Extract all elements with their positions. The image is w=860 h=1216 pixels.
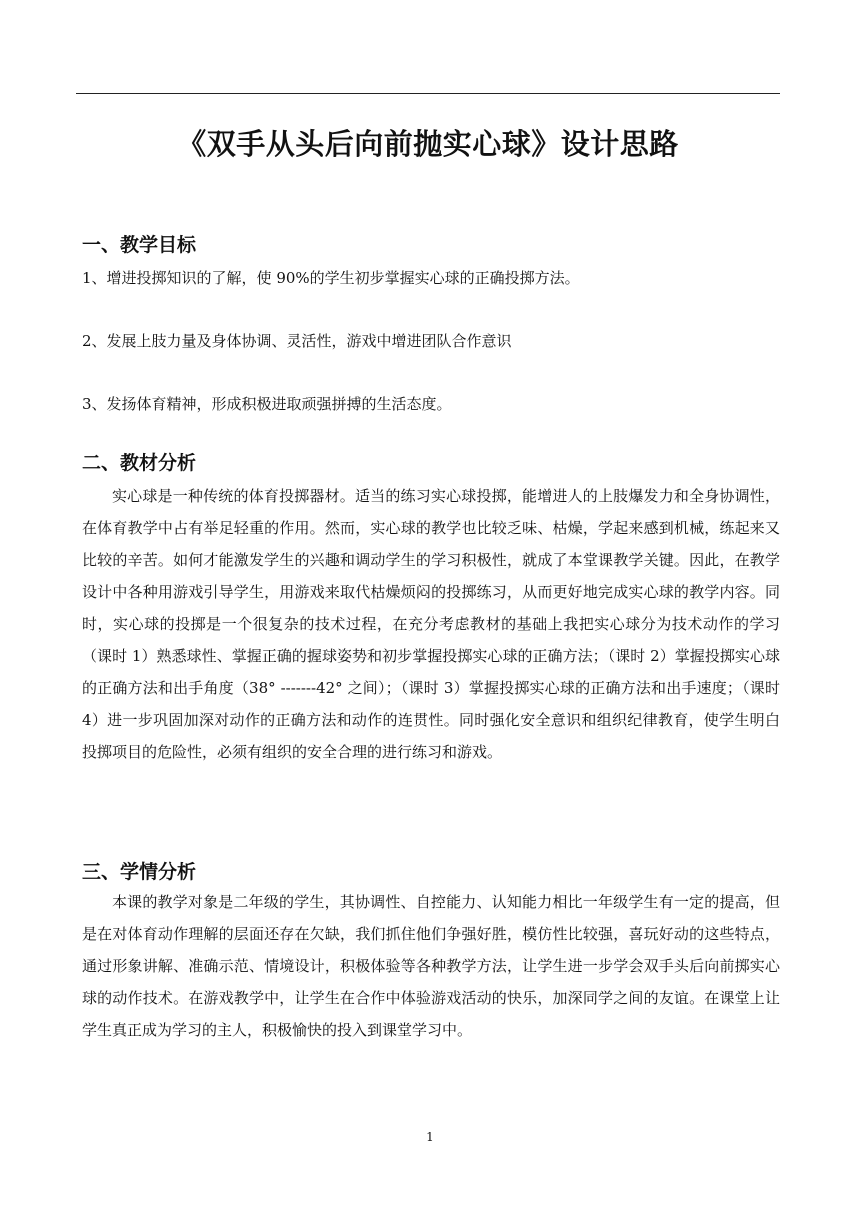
learner-analysis-paragraph: 本课的教学对象是二年级的学生，其协调性、自控能力、认知能力相比一年级学生有一定的提高，但是在对体育动作理解的层面还存在欠缺，我们抓住他们争强好胜，模仿性比较强，喜玩好动的这些特点，通过形象讲解、准确示范、情境设计，积极体验等各种教学方法，让学生进一步学会双手头后向前掷实心球的动作技术。在游戏教学中，让学生在合作中体验游戏活动的快乐，加深同学之间的友谊。在课堂上让学生真正成为学习的主人，积极愉快的投入到课堂学习中。 (82, 893, 780, 1039)
section-heading-teaching-goals: 一、教学目标 (82, 234, 197, 256)
page-number: 1 (426, 1130, 434, 1144)
material-analysis-paragraph: 实心球是一种传统的体育投掷器材。适当的练习实心球投掷，能增进人的上肢爆发力和全身协调性，在体育教学中占有举足轻重的作用。然而，实心球的教学也比较乏味、枯燥，学起来感到机械，练起来又比较的辛苦。如何才能激发学生的兴趣和调动学生的学习积极性，就成了本堂课教学关键。因此，在教学设计中各种用游戏引导学生，用游戏来取代枯燥烦闷的投掷练习，从而更好地完成实心球的教学内容。同时，实心球的投掷是一个很复杂的技术过程，在充分考虑教材的基础上我把实心球分为技术动作的学习（课时 1）熟悉球性、掌握正确的握球姿势和初步掌握投掷实心球的正确方法；（课时 2）掌握投掷实心球的正确方法和出手角度（38° -------42° 之间）；（课时 3）掌握投掷实心球的正确方法和出手速度；（课时 4）进一步巩固加深对动作的正确方法和动作的连贯性。同时强化安全意识和组织纪律教育，使学生明白投掷项目的危险性，必须有组织的安全合理的进行练习和游戏。 (82, 487, 780, 761)
goal-item-2: 2、发展上肢力量及身体协调、灵活性，游戏中增进团队合作意识 (82, 332, 512, 350)
goal-item-3: 3、发扬体育精神，形成积极进取顽强拼搏的生活态度。 (82, 395, 452, 413)
document-title: 《双手从头后向前抛实心球》设计思路 (177, 127, 679, 161)
header-rule (76, 93, 780, 94)
goal-item-1: 1、增进投掷知识的了解，使 90%的学生初步掌握实心球的正确投掷方法。 (82, 269, 580, 287)
section-heading-material-analysis: 二、教材分析 (82, 452, 197, 474)
section-heading-learner-analysis: 三、学情分析 (82, 861, 197, 883)
